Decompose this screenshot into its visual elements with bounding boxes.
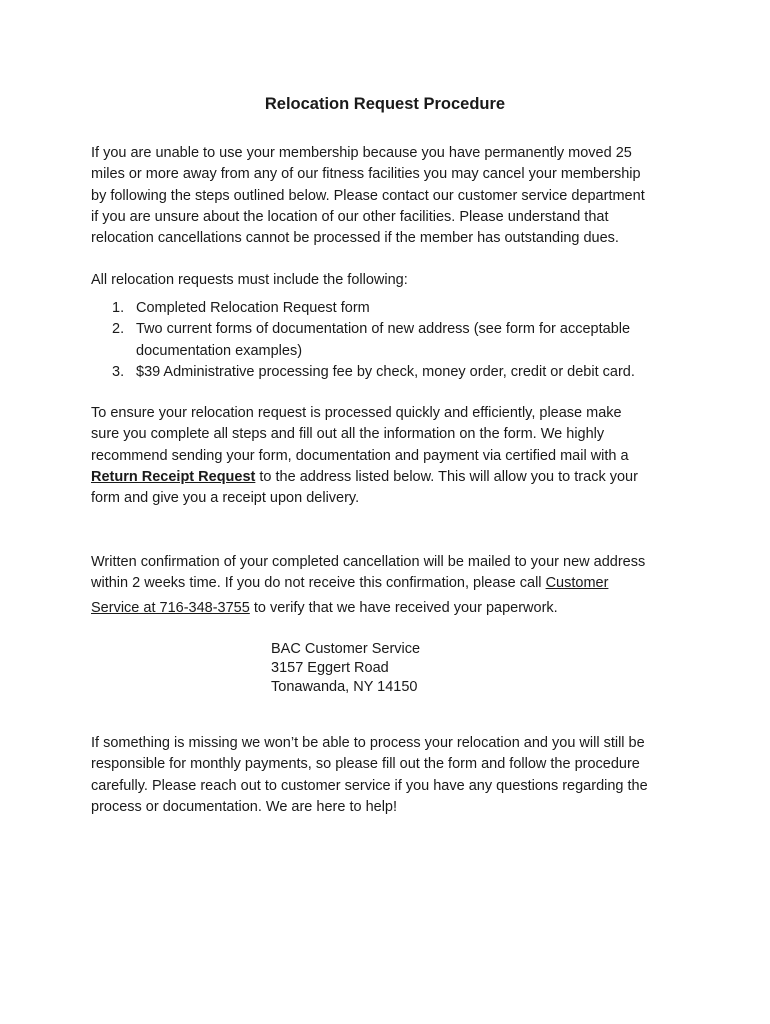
process-line: recommend sending your form, documentation and payment via certified mail with a — [91, 447, 629, 464]
confirmation-paragraph — [91, 552, 681, 619]
requirements-lead — [91, 270, 681, 291]
address-street: 3157 Eggert Road — [271, 660, 389, 676]
customer-service-link[interactable]: Customer — [545, 575, 609, 592]
list-number: 3. — [112, 363, 125, 380]
list-item-text: Two current forms of documentation of new address (see form for acceptable — [136, 321, 631, 338]
closing-line: responsible for monthly payments, so please fill out the form and follow the procedure — [91, 756, 640, 773]
address-city: Tonawanda, NY 14150 — [271, 679, 418, 695]
page-title: Relocation Request Procedure — [264, 95, 506, 113]
mailing-address — [271, 640, 420, 697]
intro-line: relocation cancellations cannot be processed if the member has outstanding dues. — [91, 230, 619, 247]
process-paragraph — [91, 403, 681, 509]
closing-line: process or documentation. We are here to help! — [91, 798, 398, 815]
intro-line: miles or more away from any of our fitness facilities you may cancel your membership — [91, 166, 641, 183]
list-item-text: Completed Relocation Request form — [136, 300, 370, 316]
process-line: To ensure your relocation request is processed quickly and efficiently, please make — [91, 405, 622, 421]
confirmation-line — [91, 598, 681, 619]
process-line — [91, 467, 681, 488]
confirmation-text: to verify that we have received your paperwork. — [249, 599, 558, 616]
customer-service-phone-link[interactable]: Service at 716-348-3755 — [91, 599, 250, 616]
confirmation-text: within 2 weeks time. If you do not receive this confirmation, please call — [91, 575, 546, 592]
list-item — [91, 362, 681, 383]
list-item — [91, 298, 681, 319]
process-line-rest: to the address listed below. This will allow you to track your — [255, 468, 638, 485]
closing-line: carefully. Please reach out to customer service if you have any questions regarding the — [91, 777, 648, 794]
list-item — [91, 319, 681, 362]
process-line: form and give you a receipt upon delivery. — [91, 490, 360, 507]
intro-line: If you are unable to use your membership because you have permanently moved 25 — [91, 145, 632, 161]
closing-paragraph — [91, 733, 681, 818]
confirmation-line — [91, 573, 681, 594]
list-number: 1. — [112, 300, 125, 316]
requirements-lead-text: All relocation requests must include the following: — [91, 272, 408, 288]
requirements-list — [91, 298, 681, 383]
list-item-text: documentation examples) — [136, 342, 303, 359]
closing-line: If something is missing we won’t be able to process your relocation and you will still be — [91, 735, 645, 751]
list-item-text: $39 Administrative processing fee by check, money order, credit or debit card. — [136, 363, 635, 380]
return-receipt-emphasis: Return Receipt Request — [91, 468, 256, 485]
intro-paragraph — [91, 143, 681, 249]
process-line: sure you complete all steps and fill out all the information on the form. We highly — [91, 426, 605, 443]
address-name: BAC Customer Service — [271, 641, 421, 657]
intro-line: if you are unsure about the location of our other facilities. Please understand that — [91, 208, 609, 225]
list-number: 2. — [112, 321, 125, 338]
intro-line: by following the steps outlined below. Please contact our customer service department — [91, 187, 645, 204]
confirmation-line: Written confirmation of your completed cancellation will be mailed to your new address — [91, 554, 646, 570]
